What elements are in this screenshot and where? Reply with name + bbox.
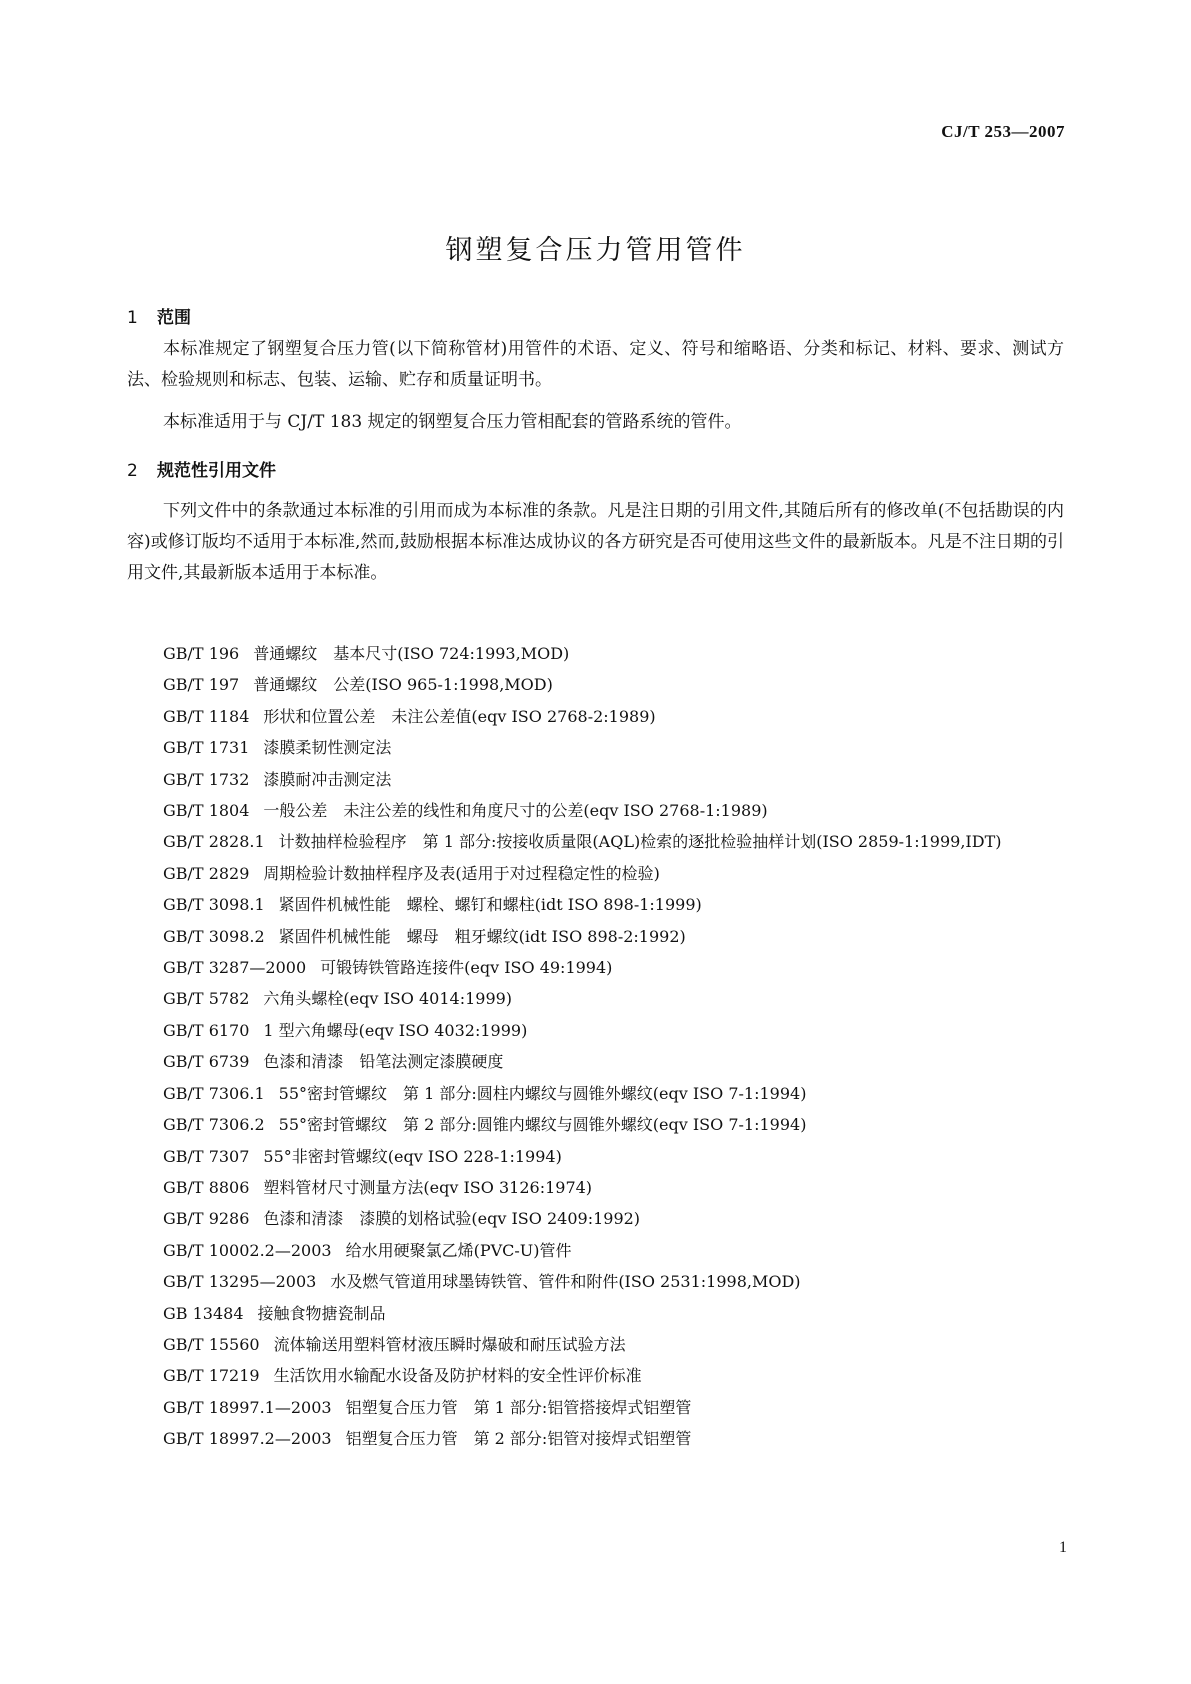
reference-code: GB/T 3098.1 bbox=[163, 895, 265, 915]
section-2-heading bbox=[127, 456, 276, 481]
reference-item bbox=[127, 858, 1067, 889]
reference-title: 六角头螺栓(eqv ISO 4014:1999) bbox=[263, 989, 513, 1009]
reference-title: 铝塑复合压力管 第 2 部分:铝管对接焊式铝塑管 bbox=[345, 1429, 692, 1449]
reference-title: 接触食物搪瓷制品 bbox=[257, 1303, 386, 1323]
reference-code: GB/T 18997.1—2003 bbox=[163, 1397, 332, 1417]
reference-item bbox=[127, 1298, 1067, 1329]
reference-item bbox=[127, 701, 1067, 732]
reference-code: GB/T 10002.2—2003 bbox=[163, 1240, 332, 1260]
reference-item bbox=[127, 1235, 1067, 1266]
reference-title: 水及燃气管道用球墨铸铁管、管件和附件(ISO 2531:1998,MOD) bbox=[330, 1272, 801, 1292]
section-1-paragraph-2: 本标准适用于与 CJ/T 183 规定的钢塑复合压力管相配套的管路系统的管件。 bbox=[163, 412, 742, 432]
reference-item bbox=[127, 1203, 1067, 1234]
section-2-title: 规范性引用文件 bbox=[157, 461, 276, 481]
reference-item bbox=[127, 1109, 1067, 1140]
reference-code: GB/T 197 bbox=[163, 675, 240, 695]
document-title: 钢塑复合压力管用管件 bbox=[445, 235, 746, 266]
reference-code: GB/T 6170 bbox=[163, 1020, 250, 1040]
reference-code: GB/T 5782 bbox=[163, 989, 250, 1009]
reference-item bbox=[127, 764, 1067, 795]
reference-title: 给水用硬聚氯乙烯(PVC-U)管件 bbox=[345, 1240, 572, 1260]
reference-item bbox=[127, 669, 1067, 700]
reference-title: 形状和位置公差 未注公差值(eqv ISO 2768-2:1989) bbox=[263, 706, 656, 726]
reference-code: GB/T 6739 bbox=[163, 1052, 250, 1072]
section-1-title: 范围 bbox=[157, 308, 191, 328]
reference-title: 一般公差 未注公差的线性和角度尺寸的公差(eqv ISO 2768-1:1989) bbox=[263, 801, 768, 821]
reference-code: GB/T 1732 bbox=[163, 769, 250, 789]
reference-code: GB/T 7307 bbox=[163, 1146, 250, 1166]
reference-item bbox=[127, 826, 1067, 857]
reference-code: GB/T 3098.2 bbox=[163, 926, 265, 946]
reference-code: GB/T 1804 bbox=[163, 801, 250, 821]
reference-code: GB/T 2829 bbox=[163, 863, 250, 883]
reference-item bbox=[127, 1078, 1067, 1109]
reference-code: GB/T 7306.2 bbox=[163, 1115, 265, 1135]
reference-item bbox=[127, 1266, 1067, 1297]
reference-item bbox=[127, 1015, 1067, 1046]
reference-code: GB/T 13295—2003 bbox=[163, 1272, 317, 1292]
reference-title: 流体输送用塑料管材液压瞬时爆破和耐压试验方法 bbox=[273, 1334, 626, 1354]
reference-item bbox=[127, 983, 1067, 1014]
reference-item bbox=[127, 1141, 1067, 1172]
reference-code: GB/T 1731 bbox=[163, 738, 250, 758]
reference-title: 55°非密封管螺纹(eqv ISO 228-1:1994) bbox=[263, 1146, 562, 1166]
reference-title: 色漆和清漆 漆膜的划格试验(eqv ISO 2409:1992) bbox=[263, 1209, 641, 1229]
reference-code: GB/T 3287—2000 bbox=[163, 958, 307, 978]
reference-code: GB/T 17219 bbox=[163, 1366, 260, 1386]
reference-item bbox=[127, 952, 1067, 983]
reference-item bbox=[127, 1172, 1067, 1203]
reference-title: 1 型六角螺母(eqv ISO 4032:1999) bbox=[263, 1020, 528, 1040]
reference-item bbox=[127, 638, 1067, 669]
reference-title: 塑料管材尺寸测量方法(eqv ISO 3126:1974) bbox=[263, 1177, 593, 1197]
reference-title: 色漆和清漆 铅笔法测定漆膜硬度 bbox=[263, 1052, 504, 1072]
reference-item bbox=[127, 921, 1067, 952]
reference-code: GB/T 8806 bbox=[163, 1177, 250, 1197]
reference-title: 55°密封管螺纹 第 2 部分:圆锥内螺纹与圆锥外螺纹(eqv ISO 7-1:1994) bbox=[278, 1115, 807, 1135]
reference-title: 计数抽样检验程序 第 1 部分:按接收质量限(AQL)检索的逐批检验抽样计划(ISO 2859-1:1999,IDT) bbox=[278, 832, 1002, 852]
reference-code: GB/T 7306.1 bbox=[163, 1083, 265, 1103]
reference-code: GB 13484 bbox=[163, 1303, 244, 1323]
reference-code: GB/T 2828.1 bbox=[163, 832, 265, 852]
reference-item bbox=[127, 1392, 1067, 1423]
section-2-number: 2 bbox=[127, 461, 138, 481]
section-1-number: 1 bbox=[127, 308, 138, 328]
reference-title: 普通螺纹 公差(ISO 965-1:1998,MOD) bbox=[253, 675, 553, 695]
reference-code: GB/T 1184 bbox=[163, 706, 250, 726]
reference-item bbox=[127, 889, 1067, 920]
reference-title: 铝塑复合压力管 第 1 部分:铝管搭接焊式铝塑管 bbox=[345, 1397, 692, 1417]
page-number: 1 bbox=[1059, 1539, 1067, 1556]
reference-item bbox=[127, 1046, 1067, 1077]
reference-title: 55°密封管螺纹 第 1 部分:圆柱内螺纹与圆锥外螺纹(eqv ISO 7-1:1994) bbox=[278, 1083, 807, 1103]
section-1-heading bbox=[127, 303, 191, 328]
reference-title: 漆膜柔韧性测定法 bbox=[263, 738, 392, 758]
reference-title: 紧固件机械性能 螺栓、螺钉和螺柱(idt ISO 898-1:1999) bbox=[278, 895, 702, 915]
reference-item bbox=[127, 1360, 1067, 1391]
reference-code: GB/T 196 bbox=[163, 644, 240, 663]
reference-item bbox=[127, 795, 1067, 826]
reference-title: 周期检验计数抽样程序及表(适用于对过程稳定性的检验) bbox=[263, 863, 660, 883]
reference-title: 普通螺纹 基本尺寸(ISO 724:1993,MOD) bbox=[253, 644, 570, 663]
standard-code: CJ/T 253—2007 bbox=[941, 122, 1065, 141]
section-2-paragraph-1: 下列文件中的条款通过本标准的引用而成为本标准的条款。凡是注日期的引用文件,其随后所有的修改单(不包括勘误的内容)或修订版均不适用于本标准,然而,鼓励根据本标准达成协议的各方研究是否可使用这些文件的最新版本。凡是不注日期的引用文件,其最新版本适用于本标准。 bbox=[127, 501, 1064, 583]
reference-item bbox=[127, 732, 1067, 763]
reference-title: 漆膜耐冲击测定法 bbox=[263, 769, 392, 789]
normative-references-list bbox=[127, 638, 1067, 1455]
reference-item bbox=[127, 1423, 1067, 1454]
reference-code: GB/T 9286 bbox=[163, 1209, 250, 1229]
reference-title: 紧固件机械性能 螺母 粗牙螺纹(idt ISO 898-2:1992) bbox=[278, 926, 686, 946]
reference-code: GB/T 18997.2—2003 bbox=[163, 1429, 332, 1449]
reference-code: GB/T 15560 bbox=[163, 1334, 260, 1354]
reference-title: 可锻铸铁管路连接件(eqv ISO 49:1994) bbox=[320, 958, 613, 978]
reference-item bbox=[127, 1329, 1067, 1360]
section-1-paragraph-1: 本标准规定了钢塑复合压力管(以下简称管材)用管件的术语、定义、符号和缩略语、分类和标记、材料、要求、测试方法、检验规则和标志、包装、运输、贮存和质量证明书。 bbox=[127, 339, 1064, 390]
reference-title: 生活饮用水输配水设备及防护材料的安全性评价标准 bbox=[273, 1366, 642, 1386]
